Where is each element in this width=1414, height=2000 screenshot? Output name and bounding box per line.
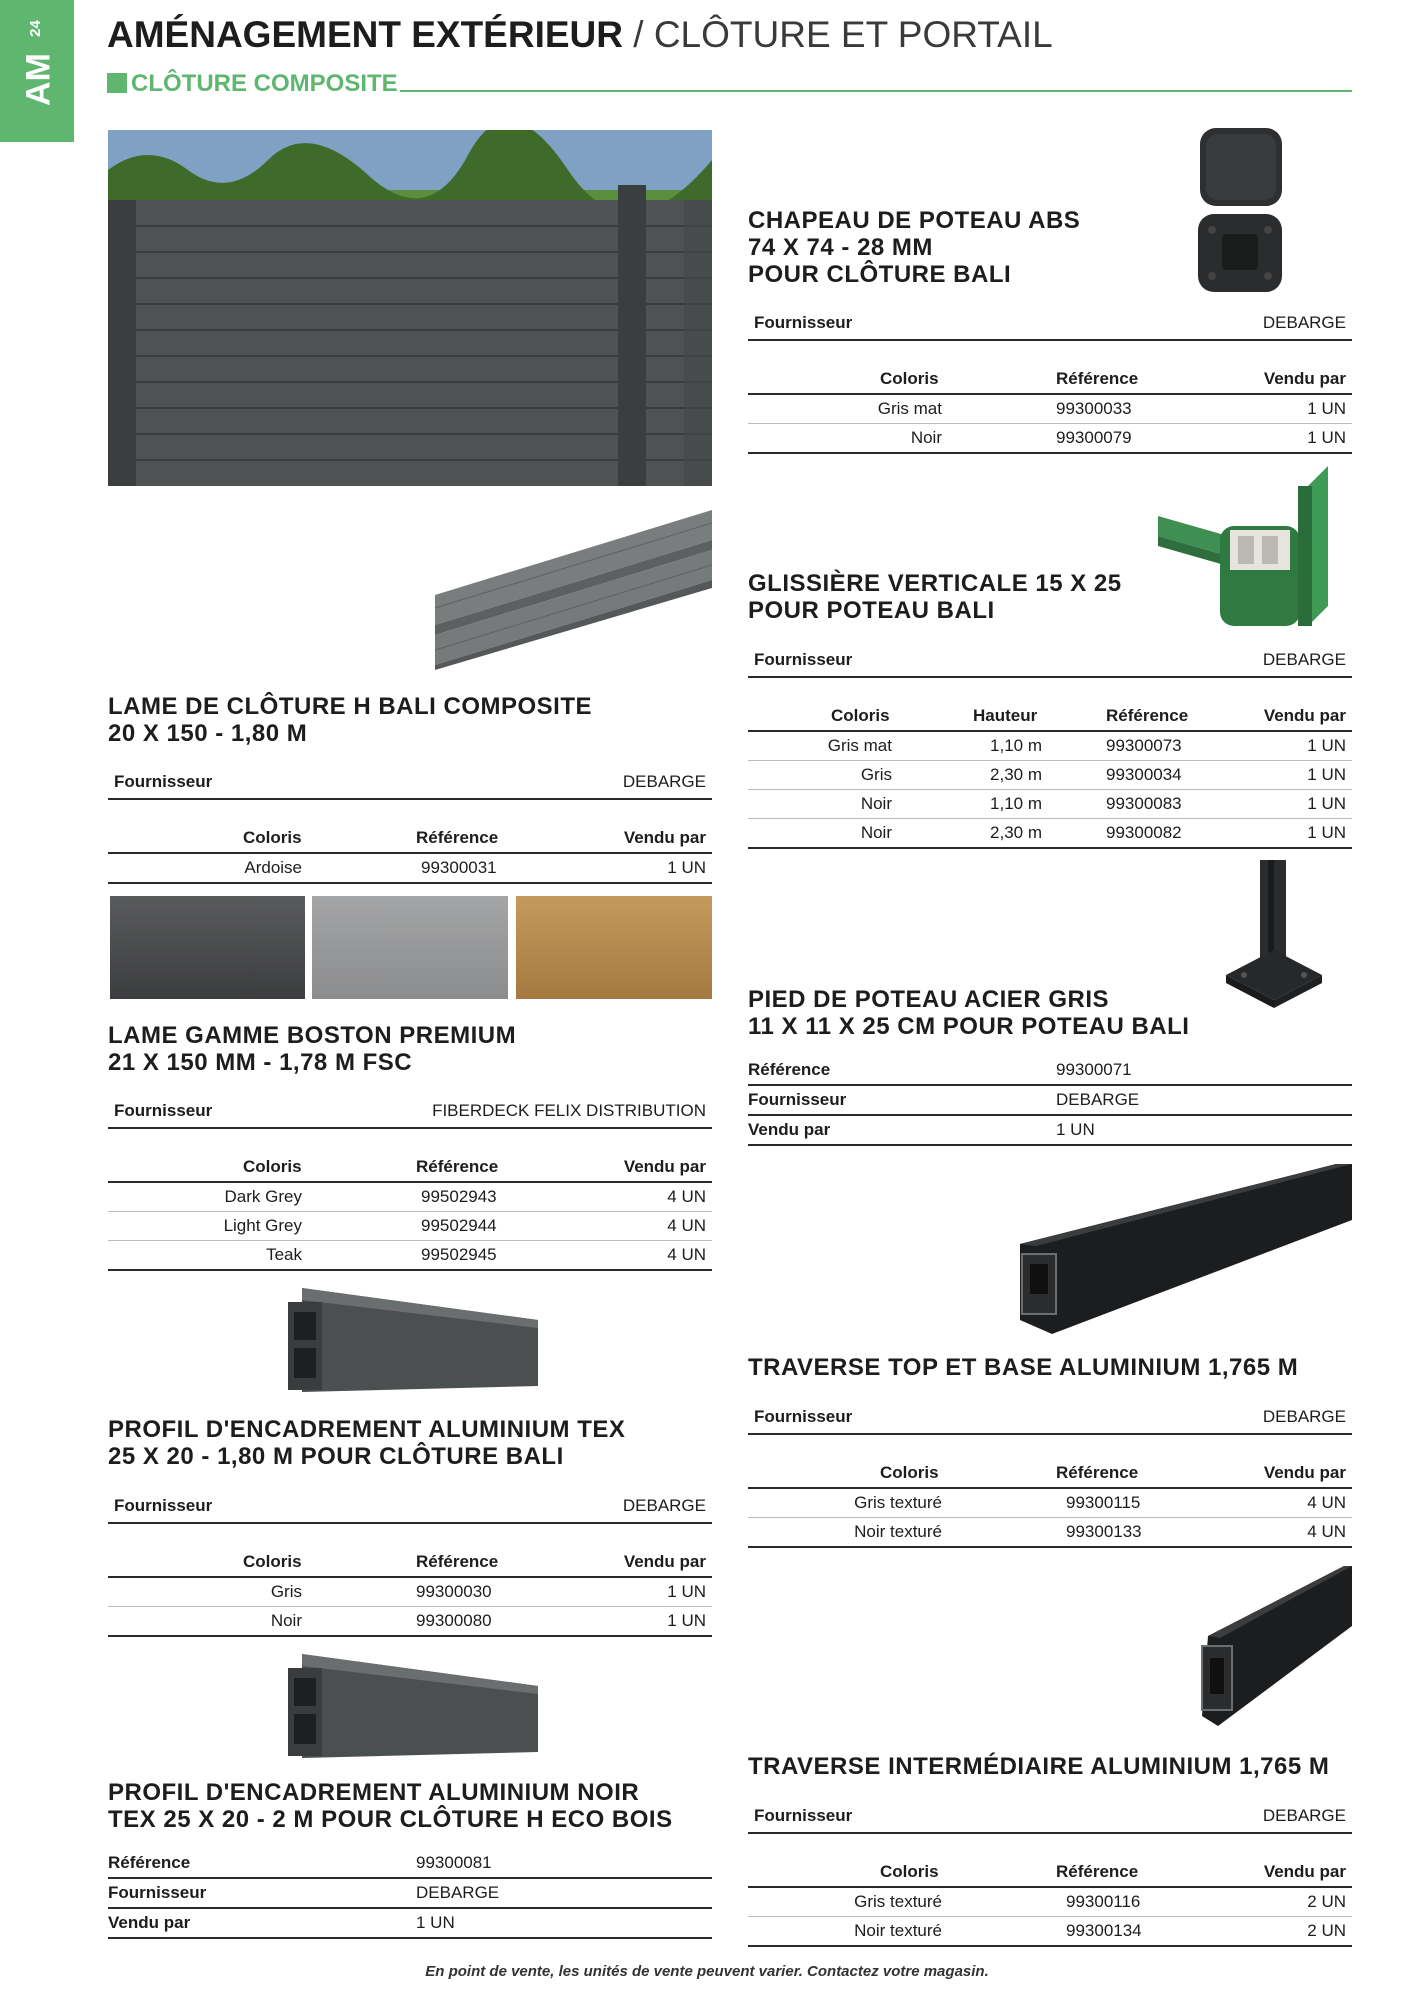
spec-label: Fournisseur xyxy=(748,1090,847,1109)
product-title-profil-noir xyxy=(108,1779,712,1833)
cell-vendu-par: 4 UN xyxy=(667,1216,706,1235)
col-coloris: Coloris xyxy=(880,1463,939,1482)
supplier-label: Fournisseur xyxy=(754,313,853,332)
product-table-traverse-inter xyxy=(748,1798,1352,1947)
section-divider xyxy=(400,90,1352,92)
cell-coloris: Gris xyxy=(270,1582,302,1601)
spec-value: 1 UN xyxy=(1056,1120,1095,1139)
table-row xyxy=(748,1489,1352,1518)
supplier-row xyxy=(108,1488,712,1524)
supplier-value: DEBARGE xyxy=(1262,1407,1346,1426)
product-table-profil-tex xyxy=(108,1488,712,1637)
col-reference: Référence xyxy=(1056,1862,1139,1881)
product-title-line: 20 X 150 - 1,80 M xyxy=(108,720,308,747)
cell-coloris: Noir texturé xyxy=(854,1921,942,1940)
cell-reference: 99300033 xyxy=(1056,399,1132,418)
col-vendu-par: Vendu par xyxy=(623,1552,706,1571)
cell-coloris: Gris xyxy=(860,765,892,784)
cell-coloris: Gris texturé xyxy=(854,1892,942,1911)
spec-label: Référence xyxy=(748,1060,831,1079)
table-row xyxy=(108,854,712,884)
product-title-line: TRAVERSE TOP ET BASE ALUMINIUM 1,765 M xyxy=(748,1354,1299,1381)
swatch-dark-grey xyxy=(110,896,305,999)
table-row xyxy=(748,732,1352,761)
cell-coloris: Ardoise xyxy=(244,858,302,877)
col-reference: Référence xyxy=(416,828,499,847)
supplier-label: Fournisseur xyxy=(114,1101,213,1120)
table-header xyxy=(748,1858,1352,1888)
product-table-chapeau xyxy=(748,305,1352,454)
cell-hauteur: 1,10 m xyxy=(990,736,1042,755)
section-square-icon xyxy=(107,73,127,93)
product-table-lame-bali xyxy=(108,764,712,884)
cell-vendu-par: 1 UN xyxy=(1307,794,1346,813)
col-vendu-par: Vendu par xyxy=(623,828,706,847)
col-vendu-par: Vendu par xyxy=(1263,369,1346,388)
cell-reference: 99300115 xyxy=(1066,1493,1141,1512)
spec-row-vendu-par xyxy=(748,1116,1352,1146)
product-title-line: PROFIL D'ENCADREMENT ALUMINIUM NOIR xyxy=(108,1779,640,1806)
cell-vendu-par: 4 UN xyxy=(667,1187,706,1206)
cell-hauteur: 2,30 m xyxy=(990,823,1042,842)
cell-reference: 99300031 xyxy=(421,858,497,877)
product-table-pied xyxy=(748,1056,1352,1146)
supplier-value: DEBARGE xyxy=(1262,1806,1346,1825)
col-coloris: Coloris xyxy=(243,828,302,847)
col-reference: Référence xyxy=(1056,1463,1139,1482)
product-title-line: POUR POTEAU BALI xyxy=(748,597,995,624)
cell-coloris: Light Grey xyxy=(223,1216,302,1235)
product-title-line: TEX 25 X 20 - 2 M POUR CLÔTURE H ECO BOIS xyxy=(108,1806,673,1833)
col-coloris: Coloris xyxy=(831,706,890,725)
table-row xyxy=(748,395,1352,424)
table-header xyxy=(748,702,1352,732)
table-header xyxy=(748,1459,1352,1489)
supplier-row xyxy=(108,764,712,800)
cell-coloris: Gris mat xyxy=(877,399,942,418)
product-title-line: 21 X 150 MM - 1,78 M FSC xyxy=(108,1049,413,1076)
cell-vendu-par: 1 UN xyxy=(667,1582,706,1601)
product-title-lame-bali xyxy=(108,693,712,747)
cell-reference: 99300116 xyxy=(1066,1892,1141,1911)
product-title-glissiere xyxy=(748,570,1348,624)
product-title-pied xyxy=(748,986,1348,1040)
cell-vendu-par: 1 UN xyxy=(1307,736,1346,755)
cell-vendu-par: 4 UN xyxy=(1307,1522,1346,1541)
cell-reference: 99502945 xyxy=(421,1245,497,1264)
cell-reference: 99502943 xyxy=(421,1187,497,1206)
table-row xyxy=(748,424,1352,454)
col-reference: Référence xyxy=(416,1552,499,1571)
table-row xyxy=(748,790,1352,819)
table-row xyxy=(108,1212,712,1241)
section-code: AM xyxy=(19,53,58,106)
supplier-value: DEBARGE xyxy=(622,772,706,791)
cell-vendu-par: 1 UN xyxy=(667,1611,706,1630)
product-title-lame-boston xyxy=(108,1022,712,1076)
table-row xyxy=(108,1241,712,1271)
cell-reference: 99300083 xyxy=(1106,794,1182,813)
fence-photo xyxy=(108,130,712,486)
table-row xyxy=(748,819,1352,849)
lame-planks-image xyxy=(425,500,712,670)
col-reference: Référence xyxy=(416,1157,499,1176)
supplier-label: Fournisseur xyxy=(754,650,853,669)
product-title-line: POUR CLÔTURE BALI xyxy=(748,261,1012,288)
profil-noir-image xyxy=(282,1648,538,1760)
product-title-line: 25 X 20 - 1,80 M POUR CLÔTURE BALI xyxy=(108,1443,564,1470)
page-title xyxy=(107,14,1053,56)
side-tab xyxy=(0,0,74,142)
spec-value: 99300071 xyxy=(1056,1060,1132,1079)
product-table-glissiere xyxy=(748,642,1352,849)
cell-vendu-par: 1 UN xyxy=(1307,428,1346,447)
supplier-label: Fournisseur xyxy=(114,1496,213,1515)
spec-label: Fournisseur xyxy=(108,1883,207,1902)
category-title: AMÉNAGEMENT EXTÉRIEUR xyxy=(107,14,623,55)
product-title-line: CHAPEAU DE POTEAU ABS xyxy=(748,207,1081,234)
cell-coloris: Dark Grey xyxy=(224,1187,302,1206)
cell-reference: 99300030 xyxy=(416,1582,492,1601)
cell-reference: 99300134 xyxy=(1066,1921,1142,1940)
col-reference: Référence xyxy=(1056,369,1139,388)
cell-coloris: Noir xyxy=(860,823,892,842)
supplier-row xyxy=(748,1399,1352,1435)
cell-coloris: Noir xyxy=(270,1611,302,1630)
spec-value: DEBARGE xyxy=(416,1883,500,1902)
spec-label: Référence xyxy=(108,1853,191,1872)
table-header xyxy=(108,1153,712,1183)
product-title-line: TRAVERSE INTERMÉDIAIRE ALUMINIUM 1,765 M xyxy=(748,1753,1330,1780)
table-row xyxy=(108,1578,712,1607)
supplier-value: FIBERDECK FELIX DISTRIBUTION xyxy=(432,1101,706,1120)
table-row xyxy=(748,761,1352,790)
supplier-value: DEBARGE xyxy=(622,1496,706,1515)
spec-label: Vendu par xyxy=(108,1913,191,1932)
cell-vendu-par: 2 UN xyxy=(1307,1921,1346,1940)
cell-coloris: Gris texturé xyxy=(854,1493,942,1512)
cell-vendu-par: 1 UN xyxy=(1307,399,1346,418)
col-coloris: Coloris xyxy=(880,369,939,388)
col-coloris: Coloris xyxy=(243,1157,302,1176)
footer-note: En point de vente, les unités de vente peuvent varier. Contactez votre magasin. xyxy=(425,1963,989,1980)
table-row xyxy=(748,1888,1352,1917)
spec-label: Vendu par xyxy=(748,1120,831,1139)
section-label: CLÔTURE COMPOSITE xyxy=(131,70,398,97)
spec-row-reference xyxy=(108,1849,712,1879)
supplier-row xyxy=(748,305,1352,341)
cell-reference: 99300082 xyxy=(1106,823,1182,842)
table-header xyxy=(108,824,712,854)
table-row xyxy=(108,1183,712,1212)
product-title-traverse-top xyxy=(748,1354,1358,1381)
spec-value: 1 UN xyxy=(416,1913,455,1932)
product-title-line: LAME DE CLÔTURE H BALI COMPOSITE xyxy=(108,693,592,720)
page-number: 24 xyxy=(26,20,44,37)
supplier-value: DEBARGE xyxy=(1262,650,1346,669)
supplier-label: Fournisseur xyxy=(754,1407,853,1426)
table-row xyxy=(748,1917,1352,1947)
col-vendu-par: Vendu par xyxy=(623,1157,706,1176)
section-heading xyxy=(107,70,398,98)
supplier-value: DEBARGE xyxy=(1262,313,1346,332)
supplier-label: Fournisseur xyxy=(754,1806,853,1825)
cell-coloris: Gris mat xyxy=(827,736,892,755)
spec-row-vendu-par xyxy=(108,1909,712,1939)
product-title-line: PROFIL D'ENCADREMENT ALUMINIUM TEX xyxy=(108,1416,626,1443)
table-row xyxy=(748,1518,1352,1548)
product-title-profil-tex xyxy=(108,1416,712,1470)
col-vendu-par: Vendu par xyxy=(1263,1463,1346,1482)
product-table-lame-boston xyxy=(108,1093,712,1271)
spec-row-reference xyxy=(748,1056,1352,1086)
cell-vendu-par: 4 UN xyxy=(1307,1493,1346,1512)
product-title-line: PIED DE POTEAU ACIER GRIS xyxy=(748,986,1109,1013)
col-vendu-par: Vendu par xyxy=(1263,706,1346,725)
cell-vendu-par: 1 UN xyxy=(1307,765,1346,784)
cell-coloris: Noir xyxy=(860,794,892,813)
cell-vendu-par: 2 UN xyxy=(1307,1892,1346,1911)
col-coloris: Coloris xyxy=(243,1552,302,1571)
traverse-inter-image xyxy=(1198,1566,1352,1728)
cell-reference: 99300079 xyxy=(1056,428,1132,447)
product-title-line: 11 X 11 X 25 CM POUR POTEAU BALI xyxy=(748,1013,1190,1040)
profil-tex-image xyxy=(282,1282,538,1394)
product-title-chapeau xyxy=(748,207,1348,288)
supplier-row xyxy=(108,1093,712,1129)
subcategory-title: CLÔTURE ET PORTAIL xyxy=(653,14,1053,55)
title-separator: / xyxy=(633,14,644,55)
product-title-traverse-inter xyxy=(748,1753,1358,1780)
col-coloris: Coloris xyxy=(880,1862,939,1881)
table-row xyxy=(108,1607,712,1637)
spec-value: DEBARGE xyxy=(1056,1090,1140,1109)
product-title-line: LAME GAMME BOSTON PREMIUM xyxy=(108,1022,517,1049)
cell-reference: 99300073 xyxy=(1106,736,1182,755)
swatch-teak xyxy=(516,896,712,999)
cell-vendu-par: 1 UN xyxy=(667,858,706,877)
product-title-line: 74 X 74 - 28 MM xyxy=(748,234,933,261)
traverse-top-image xyxy=(1016,1164,1352,1334)
cell-reference: 99300080 xyxy=(416,1611,492,1630)
col-reference: Référence xyxy=(1106,706,1189,725)
cell-hauteur: 1,10 m xyxy=(990,794,1042,813)
supplier-row xyxy=(748,642,1352,678)
cell-reference: 99502944 xyxy=(421,1216,497,1235)
cell-coloris: Noir texturé xyxy=(854,1522,942,1541)
swatch-light-grey xyxy=(312,896,508,999)
cell-coloris: Teak xyxy=(266,1245,302,1264)
col-vendu-par: Vendu par xyxy=(1263,1862,1346,1881)
product-title-line: GLISSIÈRE VERTICALE 15 X 25 xyxy=(748,570,1122,597)
cell-vendu-par: 1 UN xyxy=(1307,823,1346,842)
table-header xyxy=(748,365,1352,395)
col-hauteur: Hauteur xyxy=(973,706,1038,725)
cell-hauteur: 2,30 m xyxy=(990,765,1042,784)
product-table-traverse-top xyxy=(748,1399,1352,1548)
cell-coloris: Noir xyxy=(910,428,942,447)
spec-row-fournisseur xyxy=(748,1086,1352,1116)
cell-reference: 99300034 xyxy=(1106,765,1182,784)
table-header xyxy=(108,1548,712,1578)
cell-vendu-par: 4 UN xyxy=(667,1245,706,1264)
cell-reference: 99300133 xyxy=(1066,1522,1142,1541)
supplier-row xyxy=(748,1798,1352,1834)
spec-value: 99300081 xyxy=(416,1853,492,1872)
spec-row-fournisseur xyxy=(108,1879,712,1909)
product-table-profil-noir xyxy=(108,1849,712,1939)
supplier-label: Fournisseur xyxy=(114,772,213,791)
